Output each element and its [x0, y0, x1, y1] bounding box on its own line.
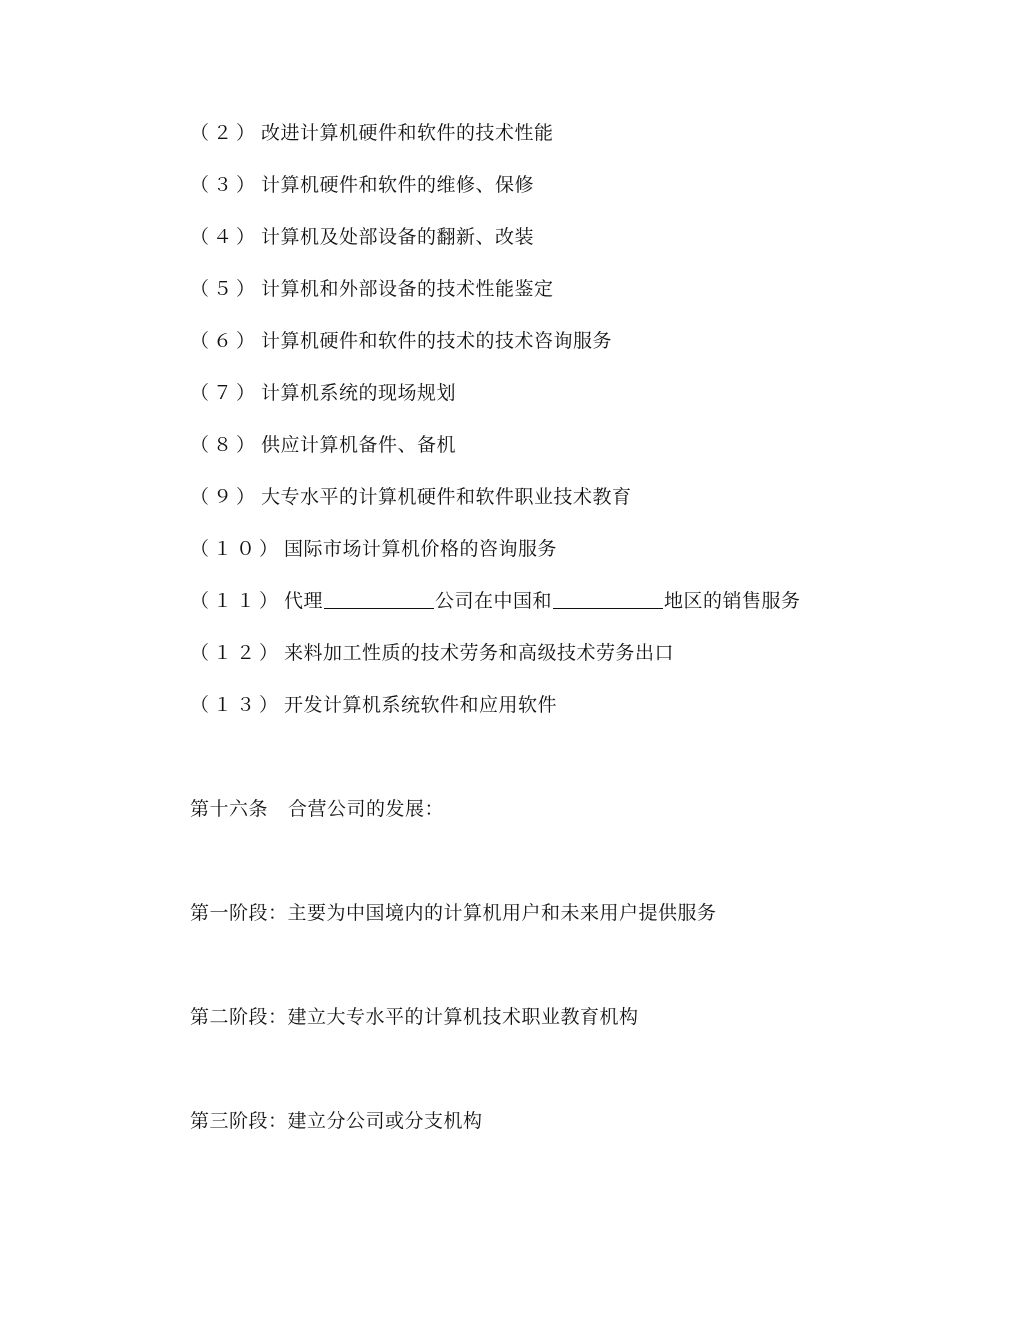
- list-item: [190, 484, 632, 510]
- list-item: [190, 328, 612, 354]
- item-text: 计算机和外部设备的技术性能鉴定: [261, 278, 554, 300]
- article-label: 第十六条: [190, 798, 269, 820]
- list-item: [190, 692, 557, 718]
- item-text: 计算机硬件和软件的技术的技术咨询服务: [261, 330, 613, 352]
- item-text: 开发计算机系统软件和应用软件: [284, 694, 558, 716]
- stage-text: 第二阶段：建立大专水平的计算机技术职业教育机构: [190, 1006, 639, 1028]
- item-text: 供应计算机备件、备机: [261, 434, 457, 456]
- item-text: 计算机硬件和软件的维修、保修: [261, 174, 535, 196]
- stage-paragraph: [190, 1108, 483, 1134]
- item-text-part: 代理: [284, 590, 324, 612]
- item-number: （１２）: [190, 642, 283, 664]
- list-item: [190, 536, 557, 562]
- item-text: 国际市场计算机价格的咨询服务: [284, 538, 558, 560]
- item-text: 计算机系统的现场规划: [261, 382, 457, 404]
- item-text: 大专水平的计算机硬件和软件职业技术教育: [261, 486, 632, 508]
- item-number: （５）: [190, 278, 260, 300]
- stage-text: 第一阶段：主要为中国境内的计算机用户和未来用户提供服务: [190, 902, 717, 924]
- item-text: 来料加工性质的技术劳务和高级技术劳务出口: [284, 642, 675, 664]
- list-item: [190, 120, 554, 146]
- fill-in-blank: [553, 590, 663, 609]
- item-number: （１０）: [190, 538, 283, 560]
- item-number: （３）: [190, 174, 260, 196]
- list-item: [190, 588, 801, 614]
- article-text: 合营公司的发展：: [288, 798, 445, 820]
- stage-paragraph: [190, 1004, 639, 1030]
- item-text: 计算机及处部设备的翻新、改装: [261, 226, 535, 248]
- list-item: [190, 380, 456, 406]
- item-text-part: 地区的销售服务: [664, 590, 801, 612]
- list-item: [190, 276, 554, 302]
- item-number: （１３）: [190, 694, 283, 716]
- article-heading: [190, 796, 444, 822]
- item-number: （１１）: [190, 590, 283, 612]
- item-number: （８）: [190, 434, 260, 456]
- list-item: [190, 224, 534, 250]
- stage-paragraph: [190, 900, 717, 926]
- list-item: [190, 432, 456, 458]
- stage-text: 第三阶段：建立分公司或分支机构: [190, 1110, 483, 1132]
- fill-in-blank: [324, 590, 434, 609]
- item-text-part: 公司在中国和: [435, 590, 553, 612]
- item-number: （２）: [190, 122, 260, 144]
- list-item: [190, 640, 674, 666]
- item-number: （９）: [190, 486, 260, 508]
- item-text: 改进计算机硬件和软件的技术性能: [261, 122, 554, 144]
- item-number: （６）: [190, 330, 260, 352]
- list-item: [190, 172, 534, 198]
- item-number: （７）: [190, 382, 260, 404]
- item-number: （４）: [190, 226, 260, 248]
